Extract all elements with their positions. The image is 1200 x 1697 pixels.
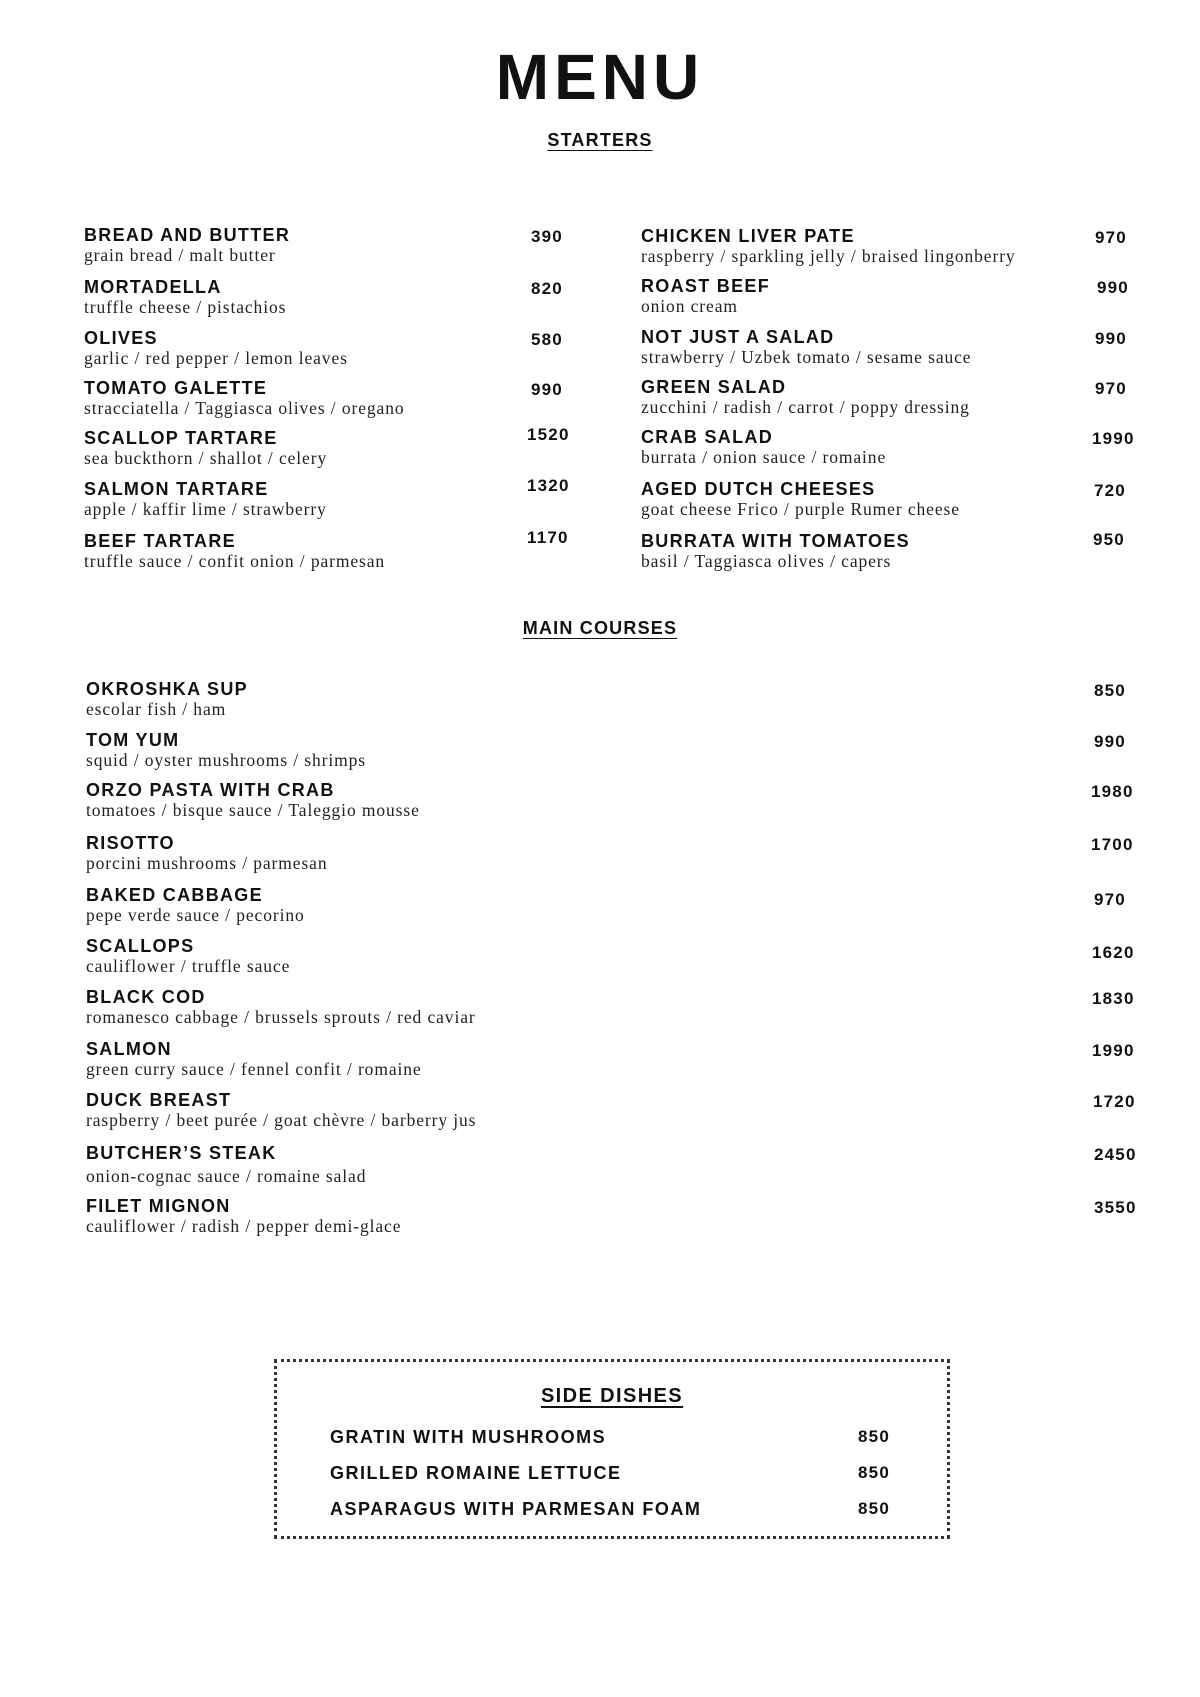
- item-price: 1620: [1092, 943, 1135, 962]
- item-description: zucchini / radish / carrot / poppy dressing: [641, 397, 970, 417]
- side-dish-name: GRILLED ROMAINE LETTUCE: [330, 1463, 622, 1483]
- item-price: 1700: [1091, 835, 1134, 854]
- item-description: truffle sauce / confit onion / parmesan: [84, 551, 386, 571]
- item-description: goat cheese Frico / purple Rumer cheese: [641, 499, 960, 519]
- item-description: raspberry / sparkling jelly / braised lingonberry: [641, 246, 1016, 266]
- item-description: strawberry / Uzbek tomato / sesame sauce: [641, 347, 972, 367]
- main-courses-heading: MAIN COURSES: [522, 618, 678, 638]
- item-name: BEEF TARTARE: [84, 531, 236, 551]
- item-price: 720: [1094, 481, 1126, 500]
- item-description: cauliflower / radish / pepper demi-glace: [86, 1216, 402, 1236]
- item-name: SALMON: [86, 1039, 172, 1059]
- item-description: grain bread / malt butter: [84, 245, 276, 265]
- item-description: porcini mushrooms / parmesan: [86, 853, 328, 873]
- side-dish-item: [330, 1427, 890, 1451]
- menu-item: [86, 987, 1146, 1027]
- item-name: GREEN SALAD: [641, 377, 787, 397]
- item-price: 970: [1095, 379, 1127, 398]
- menu-item: [86, 1196, 1146, 1236]
- item-description: cauliflower / truffle sauce: [86, 956, 291, 976]
- item-name: ROAST BEEF: [641, 276, 771, 296]
- menu-item: [84, 378, 574, 418]
- menu-item: [641, 226, 1151, 266]
- item-price: 990: [1094, 732, 1126, 751]
- side-dishes-box: [274, 1359, 950, 1539]
- item-price: 950: [1093, 530, 1125, 549]
- side-dish-name: ASPARAGUS WITH PARMESAN FOAM: [330, 1499, 702, 1519]
- menu-item: [86, 1039, 1146, 1079]
- menu-item: [86, 679, 1146, 719]
- item-name: CRAB SALAD: [641, 427, 773, 447]
- item-name: BLACK COD: [86, 987, 206, 1007]
- item-name: AGED DUTCH CHEESES: [641, 479, 876, 499]
- item-price: 820: [531, 279, 563, 298]
- item-price: 1320: [527, 476, 570, 495]
- item-name: NOT JUST A SALAD: [641, 327, 835, 347]
- menu-item: [86, 1090, 1146, 1130]
- side-dish-item: [330, 1499, 890, 1523]
- item-name: RISOTTO: [86, 833, 175, 853]
- menu-item: [84, 476, 574, 519]
- item-description: apple / kaffir lime / strawberry: [84, 499, 327, 519]
- item-name: OLIVES: [84, 328, 158, 348]
- item-price: 1720: [1093, 1092, 1136, 1111]
- menu-item: [86, 936, 1146, 976]
- menu-title: MENU: [495, 41, 705, 113]
- item-price: 2450: [1094, 1145, 1137, 1164]
- item-name: SCALLOP TARTARE: [84, 428, 278, 448]
- item-description: garlic / red pepper / lemon leaves: [84, 348, 348, 368]
- item-description: squid / oyster mushrooms / shrimps: [86, 750, 366, 770]
- item-price: 1520: [527, 425, 570, 444]
- item-price: 1990: [1092, 1041, 1135, 1060]
- menu-item: [641, 327, 1151, 367]
- item-name: OKROSHKA SUP: [86, 679, 248, 699]
- side-dish-name: GRATIN WITH MUSHROOMS: [330, 1427, 607, 1447]
- item-name: ORZO PASTA WITH CRAB: [86, 780, 335, 800]
- item-description: escolar fish / ham: [86, 699, 227, 719]
- menu-item: [84, 425, 574, 468]
- menu-item: [84, 528, 574, 571]
- item-name: TOM YUM: [86, 730, 180, 750]
- item-description: pepe verde sauce / pecorino: [86, 905, 305, 925]
- item-description: sea buckthorn / shallot / celery: [84, 448, 328, 468]
- menu-item: [84, 277, 574, 317]
- menu-item: [84, 328, 574, 368]
- item-description: raspberry / beet purée / goat chèvre / barberry jus: [86, 1110, 477, 1130]
- starters-heading: STARTERS: [547, 130, 653, 150]
- item-name: BREAD AND BUTTER: [84, 225, 291, 245]
- menu-item: [86, 833, 1146, 873]
- menu-item: [641, 377, 1151, 417]
- item-description: stracciatella / Taggiasca olives / oregano: [84, 398, 405, 418]
- menu-item: [86, 1143, 1146, 1186]
- item-description: onion-cognac sauce / romaine salad: [86, 1166, 367, 1186]
- item-name: FILET MIGNON: [86, 1196, 231, 1216]
- item-description: tomatoes / bisque sauce / Taleggio mousse: [86, 800, 420, 820]
- side-dish-price: 850: [858, 1463, 890, 1482]
- menu-item: [641, 427, 1151, 467]
- side-dishes-heading: SIDE DISHES: [540, 1385, 684, 1407]
- side-dish-price: 850: [858, 1427, 890, 1446]
- item-name: BURRATA WITH TOMATOES: [641, 531, 910, 551]
- item-price: 850: [1094, 681, 1126, 700]
- item-description: truffle cheese / pistachios: [84, 297, 287, 317]
- menu-item: [86, 730, 1146, 770]
- item-description: onion cream: [641, 296, 738, 316]
- item-name: SCALLOPS: [86, 936, 195, 956]
- item-name: BAKED CABBAGE: [86, 885, 263, 905]
- item-name: SALMON TARTARE: [84, 479, 269, 499]
- item-description: burrata / onion sauce / romaine: [641, 447, 887, 467]
- item-price: 970: [1094, 890, 1126, 909]
- item-price: 3550: [1094, 1198, 1137, 1217]
- side-dish-price: 850: [858, 1499, 890, 1518]
- menu-item: [641, 479, 1151, 519]
- item-price: 390: [531, 227, 563, 246]
- item-description: green curry sauce / fennel confit / romaine: [86, 1059, 422, 1079]
- item-name: BUTCHER’S STEAK: [86, 1143, 277, 1163]
- item-price: 1980: [1091, 782, 1134, 801]
- item-name: DUCK BREAST: [86, 1090, 232, 1110]
- menu-item: [86, 780, 1146, 820]
- item-price: 990: [1095, 329, 1127, 348]
- menu-item: [641, 531, 1151, 571]
- item-price: 990: [1097, 278, 1129, 297]
- item-description: romanesco cabbage / brussels sprouts / red caviar: [86, 1007, 476, 1027]
- item-name: CHICKEN LIVER PATE: [641, 226, 855, 246]
- menu-item: [641, 276, 1151, 316]
- side-dish-item: [330, 1463, 890, 1487]
- item-description: basil / Taggiasca olives / capers: [641, 551, 892, 571]
- item-price: 1830: [1092, 989, 1135, 1008]
- item-price: 1170: [527, 528, 569, 547]
- menu-item: [86, 885, 1146, 925]
- item-name: TOMATO GALETTE: [84, 378, 268, 398]
- item-price: 990: [531, 380, 563, 399]
- item-price: 970: [1095, 228, 1127, 247]
- menu-item: [84, 225, 574, 265]
- item-price: 1990: [1092, 429, 1135, 448]
- item-price: 580: [531, 330, 563, 349]
- item-name: MORTADELLA: [84, 277, 222, 297]
